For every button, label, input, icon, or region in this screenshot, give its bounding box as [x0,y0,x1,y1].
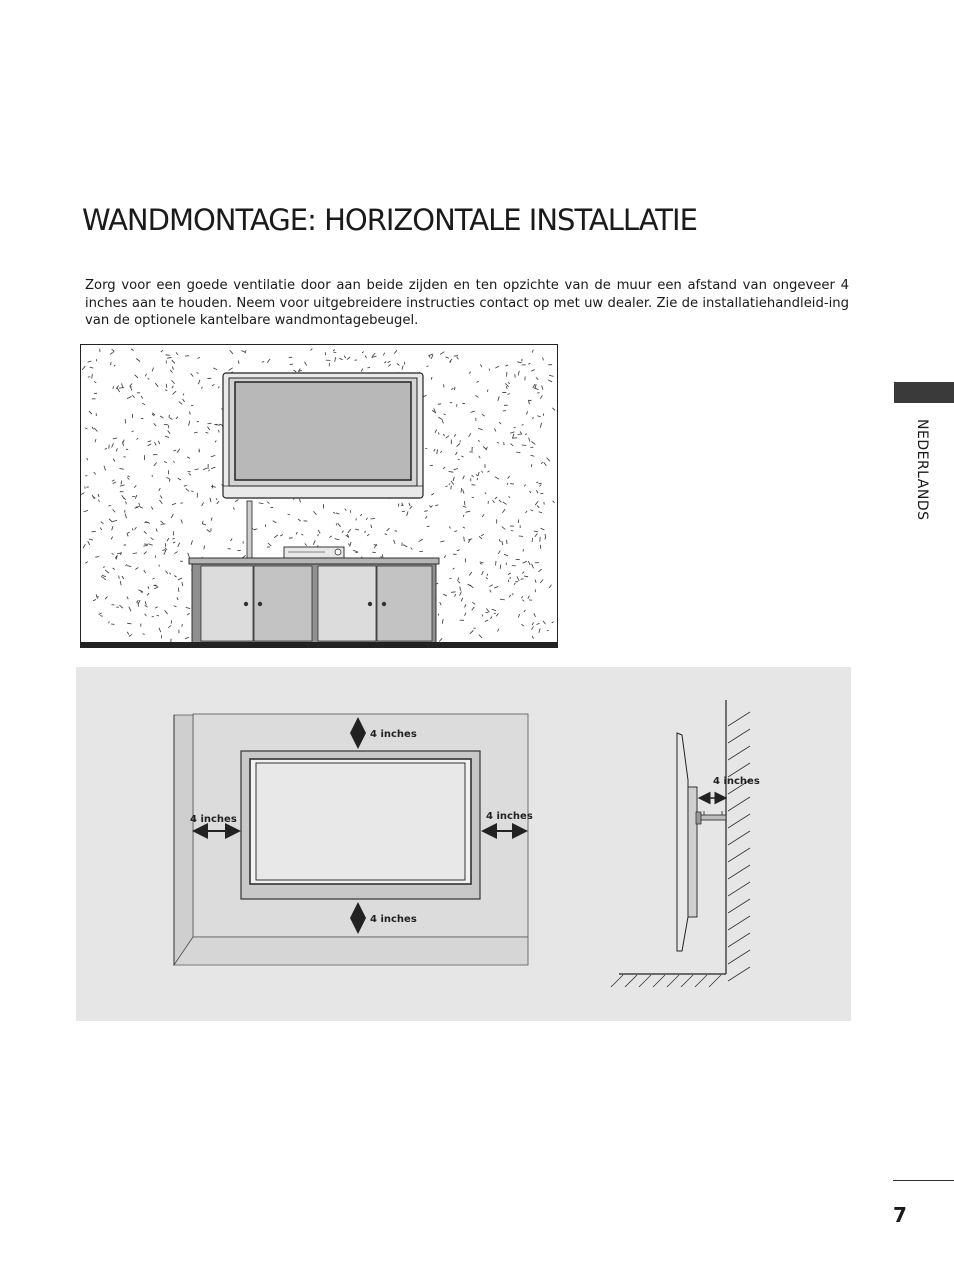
side-view [611,700,760,987]
label-left-clearance: 4 inches [190,814,237,825]
label-top-clearance: 4 inches [370,729,417,740]
label-bottom-clearance: 4 inches [370,914,417,925]
page-title: WANDMONTAGE: HORIZONTALE INSTALLATIE [82,203,697,237]
clearance-diagram [76,667,851,1021]
language-tab-label: NEDERLANDS [914,419,930,521]
label-wall-clearance: 4 inches [713,776,760,787]
intro-paragraph: Zorg voor een goede ventilatie door aan beide zijden en ten opzichte van de muur een afstand van ongeveer 4 inches aan te houden. Neem voor uitgebreidere instructies contact op met uw dealer. Zie de installatiehandleid-ing van de optionele kantelbare wandmontagebeugel. [85,278,849,328]
wall-mount-illustration [80,344,558,648]
language-tab-marker [894,382,954,403]
dvd-player [284,547,344,558]
label-right-clearance: 4 inches [486,811,533,822]
room-front-view [174,714,533,965]
page-number: 7 [893,1203,907,1227]
tv-cabinet [189,558,439,643]
page-number-rule [893,1180,954,1181]
tv-illustration [223,373,423,498]
